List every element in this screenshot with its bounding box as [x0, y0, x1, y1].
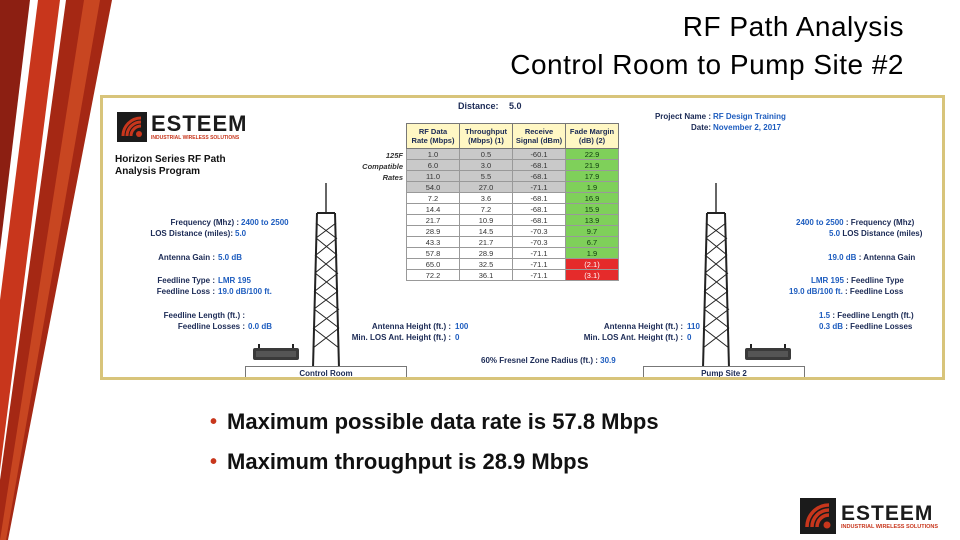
project-name-label: Project Name : — [654, 112, 711, 121]
table-cell: 57.8 — [407, 248, 460, 259]
logo-word: ESTEEM — [151, 111, 248, 136]
bullet-text: Maximum possible data rate is 57.8 Mbps — [227, 409, 659, 434]
left-radio-device — [251, 344, 301, 362]
table-row — [407, 270, 619, 281]
rf-data-table — [406, 123, 619, 281]
compat-line-1: 125F — [385, 151, 403, 160]
table-header-cell: Receive Signal (dBm) — [513, 124, 566, 149]
table-cell: 6.0 — [407, 160, 460, 171]
left-antenna-gain-label: Antenna Gain : — [158, 253, 215, 262]
right-feedline-type-value: LMR 195 — [811, 276, 844, 285]
right-feedline-losses-value: 0.3 dB — [819, 322, 844, 331]
table-cell: 1.9 — [566, 182, 619, 193]
table-cell: 3.6 — [460, 193, 513, 204]
table-cell: 1.9 — [566, 248, 619, 259]
left-frequency-label: Frequency (Mhz) : — [170, 218, 239, 227]
right-feedline-losses-label: : Feedline Losses — [845, 322, 913, 331]
table-cell: 15.9 — [566, 204, 619, 215]
table-cell: 5.5 — [460, 171, 513, 182]
table-cell: -68.1 — [513, 193, 566, 204]
right-feedline-loss-label: : Feedline Loss — [845, 287, 904, 296]
table-cell: -71.1 — [513, 182, 566, 193]
title-line-2: Control Room to Pump Site #2 — [510, 49, 904, 80]
bullet-list — [210, 402, 659, 482]
table-cell: -68.1 — [513, 171, 566, 182]
table-cell: 28.9 — [460, 248, 513, 259]
footer-logo-word: ESTEEM — [841, 501, 934, 525]
table-header-cell: Throughput (Mbps) (1) — [460, 124, 513, 149]
table-row — [407, 182, 619, 193]
compat-line-3: Rates — [382, 173, 403, 182]
left-antenna-gain-value: 5.0 dB — [218, 253, 243, 262]
table-cell: 36.1 — [460, 270, 513, 281]
right-feedline-length-label: : Feedline Length (ft.) — [832, 311, 914, 320]
table-cell: 9.7 — [566, 226, 619, 237]
date-label: Date: — [690, 123, 711, 132]
right-feedline-length-value: 1.5 — [819, 311, 831, 320]
table-cell: 72.2 — [407, 270, 460, 281]
rf-analysis-sheet — [100, 95, 945, 380]
left-feedline-type-label: Feedline Type : — [157, 276, 215, 285]
table-cell: 7.2 — [407, 193, 460, 204]
left-min-los-value: 0 — [455, 333, 460, 342]
table-header-cell: RF Data Rate (Mbps) — [407, 124, 460, 149]
right-los-value: 5.0 — [829, 229, 841, 238]
table-row — [407, 160, 619, 171]
bullet-item — [210, 442, 659, 482]
table-cell: -68.1 — [513, 204, 566, 215]
footer-logo-icon — [800, 498, 836, 534]
table-cell: -71.1 — [513, 259, 566, 270]
right-min-los-value: 0 — [687, 333, 692, 342]
table-cell: -60.1 — [513, 149, 566, 160]
left-feedline-losses-label: Feedline Losses : — [177, 322, 245, 331]
table-row — [407, 204, 619, 215]
table-row — [407, 149, 619, 160]
table-cell: 17.9 — [566, 171, 619, 182]
esteem-logo — [117, 112, 247, 142]
right-los-label: LOS Distance (miles) — [842, 229, 923, 238]
table-cell: 11.0 — [407, 171, 460, 182]
table-cell: 14.4 — [407, 204, 460, 215]
left-frequency-value: 2400 to 2500 — [241, 218, 289, 227]
table-cell: 6.7 — [566, 237, 619, 248]
logo-tagline: INDUSTRIAL WIRELESS SOLUTIONS — [151, 135, 240, 141]
table-cell: 54.0 — [407, 182, 460, 193]
footer-logo-tagline: INDUSTRIAL WIRELESS SOLUTIONS — [841, 523, 939, 530]
slide-title — [344, 8, 904, 84]
table-row — [407, 237, 619, 248]
table-cell: 21.7 — [460, 237, 513, 248]
table-row — [407, 226, 619, 237]
table-cell: 0.5 — [460, 149, 513, 160]
right-antenna-height-label: Antenna Height (ft.) : — [603, 322, 683, 331]
table-cell: 21.9 — [566, 160, 619, 171]
table-cell: 1.0 — [407, 149, 460, 160]
left-antenna-height-value: 100 — [455, 322, 469, 331]
bullet-text: Maximum throughput is 28.9 Mbps — [227, 449, 589, 474]
right-site-name: Pump Site 2 — [643, 366, 805, 380]
table-cell: (3.1) — [566, 270, 619, 281]
left-feedline-type-value: LMR 195 — [218, 276, 251, 285]
program-title-line-1: Horizon Series RF Path — [115, 154, 226, 165]
table-cell: 43.3 — [407, 237, 460, 248]
right-antenna-gain-label: : Antenna Gain — [858, 253, 916, 262]
project-name-value: RF Design Training — [713, 112, 786, 121]
table-cell: 7.2 — [460, 204, 513, 215]
table-cell: 13.9 — [566, 215, 619, 226]
right-feedline-loss-value: 19.0 dB/100 ft. — [789, 287, 843, 296]
table-cell: 27.0 — [460, 182, 513, 193]
left-feedline-loss-value: 19.0 dB/100 ft. — [218, 287, 272, 296]
program-title-line-2: Analysis Program — [115, 166, 201, 177]
table-cell: -71.1 — [513, 270, 566, 281]
left-feedline-loss-label: Feedline Loss : — [156, 287, 215, 296]
table-cell: 16.9 — [566, 193, 619, 204]
table-cell: -70.3 — [513, 237, 566, 248]
distance-label: Distance: — [458, 101, 499, 111]
table-row — [407, 193, 619, 204]
left-los-label: LOS Distance (miles): — [150, 229, 233, 238]
table-cell: (2.1) — [566, 259, 619, 270]
left-min-los-label: Min. LOS Ant. Height (ft.) : — [351, 333, 451, 342]
bullet-item — [210, 402, 659, 442]
table-row — [407, 215, 619, 226]
table-header-cell: Fade Margin (dB) (2) — [566, 124, 619, 149]
fresnel-label: 60% Fresnel Zone Radius (ft.) : — [481, 356, 598, 365]
table-cell: 10.9 — [460, 215, 513, 226]
right-frequency-label: : Frequency (Mhz) — [845, 218, 915, 227]
fresnel-value: 30.9 — [600, 356, 616, 365]
bullet-dot-icon: • — [210, 450, 218, 473]
program-title — [115, 154, 226, 178]
bullet-dot-icon: • — [210, 410, 218, 433]
table-row — [407, 259, 619, 270]
right-tower — [701, 183, 731, 368]
table-cell: 65.0 — [407, 259, 460, 270]
right-antenna-gain-value: 19.0 dB — [828, 253, 857, 262]
left-feedline-length-label: Feedline Length (ft.) : — [163, 311, 245, 320]
table-cell: 3.0 — [460, 160, 513, 171]
table-cell: 14.5 — [460, 226, 513, 237]
title-line-1: RF Path Analysis — [682, 11, 904, 42]
compat-line-2: Compatible — [362, 162, 403, 171]
footer-esteem-logo — [800, 498, 938, 534]
table-cell: -68.1 — [513, 160, 566, 171]
table-row — [407, 171, 619, 182]
compatible-rates-label — [351, 150, 403, 183]
left-feedline-losses-value: 0.0 dB — [248, 322, 273, 331]
right-radio-device — [743, 344, 793, 362]
date-value: November 2, 2017 — [713, 123, 782, 132]
right-frequency-value: 2400 to 2500 — [796, 218, 844, 227]
esteem-logo-icon — [117, 112, 147, 142]
right-min-los-label: Min. LOS Ant. Height (ft.) : — [583, 333, 683, 342]
distance — [458, 101, 522, 111]
table-cell: 22.9 — [566, 149, 619, 160]
table-cell: 32.5 — [460, 259, 513, 270]
table-cell: -71.1 — [513, 248, 566, 259]
left-site-name: Control Room — [245, 366, 407, 380]
table-cell: -70.3 — [513, 226, 566, 237]
table-cell: 28.9 — [407, 226, 460, 237]
left-antenna-height-label: Antenna Height (ft.) : — [371, 322, 451, 331]
right-feedline-type-label: : Feedline Type — [846, 276, 904, 285]
distance-value: 5.0 — [509, 101, 522, 111]
left-los-value: 5.0 — [235, 229, 247, 238]
table-row — [407, 248, 619, 259]
table-cell: -68.1 — [513, 215, 566, 226]
table-cell: 21.7 — [407, 215, 460, 226]
right-antenna-height-value: 110 — [687, 322, 700, 331]
